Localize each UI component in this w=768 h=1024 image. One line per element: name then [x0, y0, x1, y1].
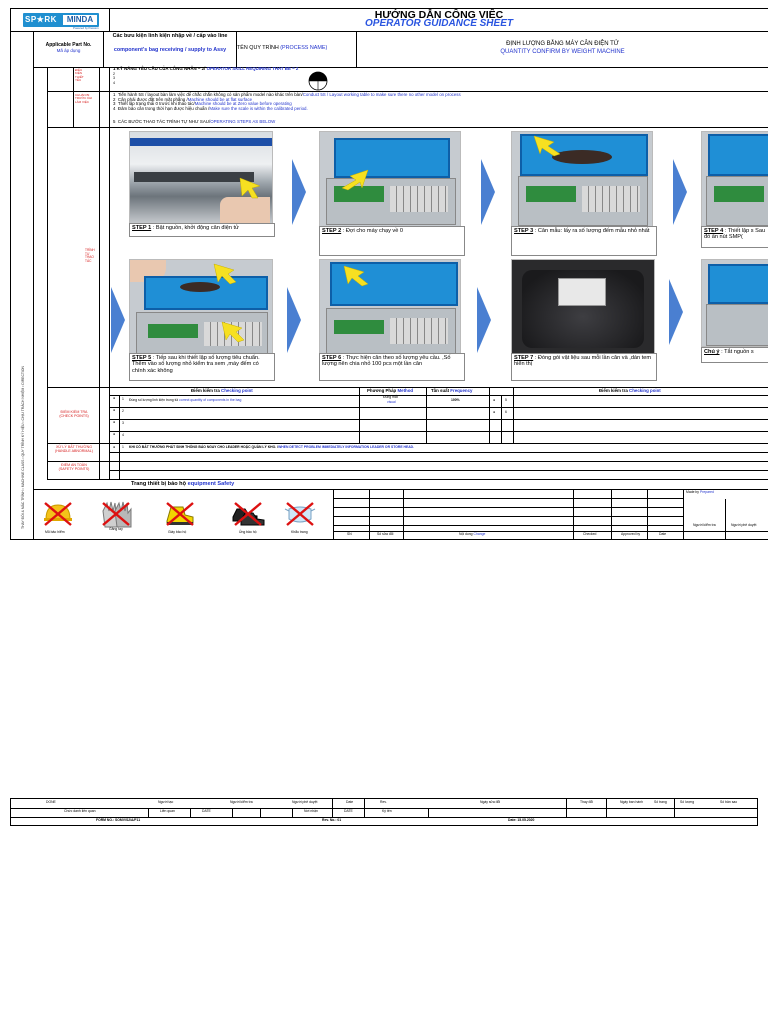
footer-cell: Người phê duyệt — [292, 800, 318, 804]
boots-icon — [231, 499, 265, 529]
safety-points-label: ĐIỂM AN TOÀN (SAFETY POINTS) — [58, 463, 90, 471]
footer-cell: Liên quan — [160, 809, 175, 813]
rev-content: Nội dung Change — [459, 532, 486, 536]
note-photo — [701, 259, 768, 347]
steps-box-label: TRÌNH TỰ THAO TÁC — [85, 248, 95, 263]
step5-caption — [129, 353, 275, 381]
step-text: : Đóng gói vật liệu sau mỗi lần cân và ,dán tem hiển thị — [514, 355, 652, 368]
step6-caption — [319, 353, 465, 381]
checkpoint-header-right: Điểm kiểm tra Checking point — [599, 388, 661, 393]
footer-cell: Ký tên — [382, 809, 392, 813]
bullet-icon: ● — [113, 420, 116, 424]
process-name-label — [237, 46, 327, 52]
prep-item-steps-header: 5 CÁC BƯỚC THAO TÁC TRÌNH TỰ NHƯ SAU/OPERATING STEPS AS BELOW — [113, 119, 276, 124]
row1-frequency: 100% — [451, 398, 460, 402]
footer-cell: Date — [346, 800, 354, 804]
step-label: STEP 2 — [322, 228, 342, 234]
check-label: Người kiểm tra — [693, 523, 716, 527]
check-no: 3 — [122, 421, 124, 425]
gloves-icon — [99, 499, 133, 529]
sheet-title-vi: HƯỚNG DẪN CÔNG VIỆC — [374, 9, 504, 21]
process-name-vi: ĐỊNH LƯỢNG BẰNG MÁY CÂN ĐIỆN TỬ — [506, 41, 619, 47]
logo-tagline: Powered by Passion — [73, 26, 99, 30]
bullet-icon: ● — [493, 398, 496, 402]
step-text: : Tiếp sau khi thiết lập số lượng tiêu chuẩn. Thêm vào số lượng nhỏ kiểm tra xem ,máy đếm có chính xác không — [132, 355, 260, 374]
abnormal-instruction: KHI CÓ BẤT THƯỜNG PHÁT SINH THÔNG BÁO NGAY CHO LEADER HOẶC QUẢN LÝ KHO. /WHEN DETECT PROBLEM IMMEDIATELY INFORMATION LEADER OR STORE HEAD. — [129, 445, 415, 449]
step2-photo — [319, 131, 461, 228]
checkpoint-header: Điểm kiểm tra Checking point — [191, 388, 253, 393]
step-label: STEP 5 — [132, 355, 152, 361]
footer-cell: DONE — [46, 800, 56, 804]
footer-cell: Người tạo — [158, 800, 174, 804]
rev-checked: Checked — [583, 532, 597, 536]
flow-arrow-icon — [111, 287, 125, 353]
made-by-label: Made by Prepared — [686, 490, 714, 494]
shoes-icon — [163, 499, 197, 529]
step-text: : Thiết lập s Sau đó ấn nút SMP( — [704, 228, 766, 241]
step7-photo — [511, 259, 655, 355]
footer-cell: DATE — [344, 809, 353, 813]
abnormal-no: 1 — [122, 445, 124, 449]
step2-caption — [319, 226, 465, 256]
logo-text-right: MINDA — [63, 15, 97, 25]
skill-level-icon — [303, 70, 333, 92]
footer-cell: Người kiểm tra — [230, 800, 253, 804]
prep-item: 3 Thiết lập trạng thái 0 trước khi thao tác/Machine should be at Zero value before operating — [113, 101, 292, 107]
highlight-arrow-icon — [342, 264, 370, 288]
bullet-icon: ● — [113, 445, 116, 449]
approve-label: Người phê duyệt — [731, 523, 757, 527]
footer-cell: Nơi nhận — [304, 809, 318, 813]
bullet-icon: ● — [113, 396, 116, 400]
vertical-margin-text: THAY ĐỔI & MÁC TRÌNH • MACHINE CLASS • QUY TRÌNH KÝ HIỆU • CHỊU TRÁCH NHIỆM • DIRECTION — [21, 366, 25, 529]
highlight-arrow-icon — [532, 134, 562, 158]
skill-label-vi: 1 KỸ NĂNG YÊU CẦU CỦA CÔNG NHÂN = 2/ — [113, 66, 206, 71]
logo-text-left: SP★RK — [25, 15, 57, 24]
footer-cell: Thay đổi — [580, 800, 594, 804]
step4-photo — [701, 131, 768, 228]
footer-cell: Số bản sao — [720, 800, 738, 804]
rev-sn-label: Số sửa đổi — [377, 532, 394, 536]
check-points-label: ĐIỂM KIỂM TRA (CHECK POINTS) — [59, 410, 89, 418]
document-footer — [10, 798, 758, 826]
frequency-header: Tần suất Frequency — [431, 388, 473, 393]
flow-arrow-icon — [669, 279, 683, 345]
part-no-label: Applicable Part No. — [45, 42, 92, 48]
footer-cell: Ngày sửa đổi — [480, 800, 501, 804]
footer-cell: DATE — [202, 809, 211, 813]
safety-item-label: Khẩu trang — [291, 530, 308, 534]
safety-item-label: Giày bảo hộ — [168, 530, 187, 534]
step6-photo — [319, 259, 461, 355]
check-no: 5 — [505, 398, 507, 402]
rev-date: Date — [659, 532, 667, 536]
step-label: STEP 7 — [514, 355, 534, 361]
step-label: STEP 6 — [322, 355, 342, 361]
prep-item: 2 Cân phải được đặt trên mặt phẳng /Machine should be at flat surface — [113, 96, 253, 102]
form-number: FORM NO.: SOMV/S2/A/F11 — [96, 818, 141, 822]
row1-method-en: visual — [387, 400, 396, 404]
step-text: : Đợi cho máy chạy về 0 — [341, 228, 403, 234]
check-no: 2 — [122, 409, 124, 413]
step7-caption — [511, 353, 657, 381]
bullet-icon: ● — [113, 432, 116, 436]
mask-icon — [283, 499, 317, 529]
step4-caption — [701, 226, 768, 248]
footer-cell: Rev. — [380, 800, 387, 804]
document-title-vi: Các bưu kiện linh kiện nhập về / cấp vào line — [112, 33, 228, 39]
prep-item: 1 Tiến hành 5S / layout bàn làm việc để chắc chắn không có sản phẩm model nào khác trên bàn/Conduct 5S / Layout working table to make sure there no other model on process — [113, 92, 461, 97]
process-label-en: (PROCESS NAME) — [280, 45, 328, 51]
step-label: Chú ý — [704, 349, 720, 355]
step1-caption — [129, 223, 275, 237]
rev-approved: Approved by — [621, 532, 641, 536]
revision-number: Rev. No.: 01 — [322, 818, 342, 822]
skill-rows — [113, 72, 115, 85]
step-text: : Thực hiện cân theo số lượng yêu cầu. ,Số lượng nên chia nhỏ 100 pcs một lần cân — [322, 355, 451, 368]
abnormal-label: XỬ LÝ BẤT THƯỜNG (HANDLE ABNORMAL) — [55, 445, 93, 453]
step3-caption — [511, 226, 657, 256]
highlight-arrow-icon — [238, 176, 264, 200]
process-name-en: QUANTITY CONFIRM BY WEIGHT MACHINE — [500, 49, 625, 55]
check-no: 4 — [122, 433, 124, 437]
step-text: : Tắt nguồn s — [719, 349, 754, 355]
document-date: Date: 15.05.2020 — [508, 818, 535, 822]
footer-cell: Số lượng — [680, 800, 695, 804]
step-text: : Bật nguồn, khởi động cân điện tử — [151, 225, 239, 231]
flow-arrow-icon — [673, 159, 687, 225]
rev-sn: SN — [347, 532, 352, 536]
sheet-title-en: OPERATOR GUIDANCE SHEET — [365, 18, 513, 29]
method-header: Phương Pháp Method — [367, 388, 414, 393]
check-no: 6 — [505, 410, 507, 414]
highlight-arrow-icon — [210, 262, 238, 286]
flow-arrow-icon — [292, 159, 306, 225]
footer-cell: Chức danh liên quan — [64, 809, 96, 813]
checkpoint-row1: Đúng số lượng linh kiện trong túi correct quantity of components in the bag — [129, 398, 242, 402]
row1-method: Đúng mắt — [383, 395, 398, 399]
prep-item: 4 Đảm bảo cân trong thời hạn được hiệu chuẩn /Make sure the scale is within the calibrated period. — [113, 105, 308, 111]
skill-row: 4 — [113, 80, 115, 85]
step-text: : Cân mẫu: lấy ra số lượng đếm mẫu nhỏ nhất — [533, 228, 650, 234]
flow-arrow-icon — [477, 287, 491, 353]
document-title-en: component's bag receiving / supply to Assy — [113, 47, 227, 53]
flow-arrow-icon — [481, 159, 495, 225]
bullet-icon: ● — [493, 410, 496, 414]
check-no: 1 — [122, 397, 124, 401]
prep-box-label: CHUẨN BỊ TRƯỚC KHI LÀM VIỆC — [75, 93, 93, 104]
step-label: STEP 4 — [704, 228, 724, 234]
bullet-icon: ● — [113, 408, 116, 412]
step-label: STEP 3 — [514, 228, 534, 234]
skill-row: 3 — [113, 76, 115, 81]
highlight-arrow-icon — [340, 168, 370, 192]
footer-cell: Số trang — [654, 800, 667, 804]
footer-cell: Ngày ban hành — [620, 800, 643, 804]
step3-photo — [511, 131, 653, 228]
flow-arrow-icon — [287, 287, 301, 353]
safety-equipment-title: Trang thiết bị bảo hộ equipment Safety — [131, 481, 235, 487]
note-caption — [701, 347, 768, 363]
skill-label-en: OPERATOR SKILL REQUIRING THAT BE = 2 — [206, 66, 299, 71]
skill-requirement — [113, 67, 298, 72]
step5-photo — [129, 259, 273, 355]
step-label: STEP 1 — [132, 225, 152, 231]
part-no-value: Mã áp dụng — [56, 48, 81, 53]
safety-item-label: Găng tay — [109, 527, 123, 531]
company-logo — [23, 13, 99, 27]
helmet-icon — [41, 499, 75, 529]
step1-photo — [129, 131, 273, 225]
essential-label: ĐIỀU KIỆN THIẾT YẾU — [75, 68, 84, 83]
highlight-arrow-icon — [218, 320, 246, 344]
skill-row: 2 — [113, 72, 115, 76]
safety-item-label: Ủng bảo hộ — [239, 530, 257, 534]
preparation-list — [113, 93, 763, 112]
operator-guidance-sheet — [10, 8, 768, 540]
process-label-vi: TÊN QUY TRÌNH — [237, 45, 279, 51]
safety-item-label: Mũ bảo hiểm — [45, 530, 65, 534]
